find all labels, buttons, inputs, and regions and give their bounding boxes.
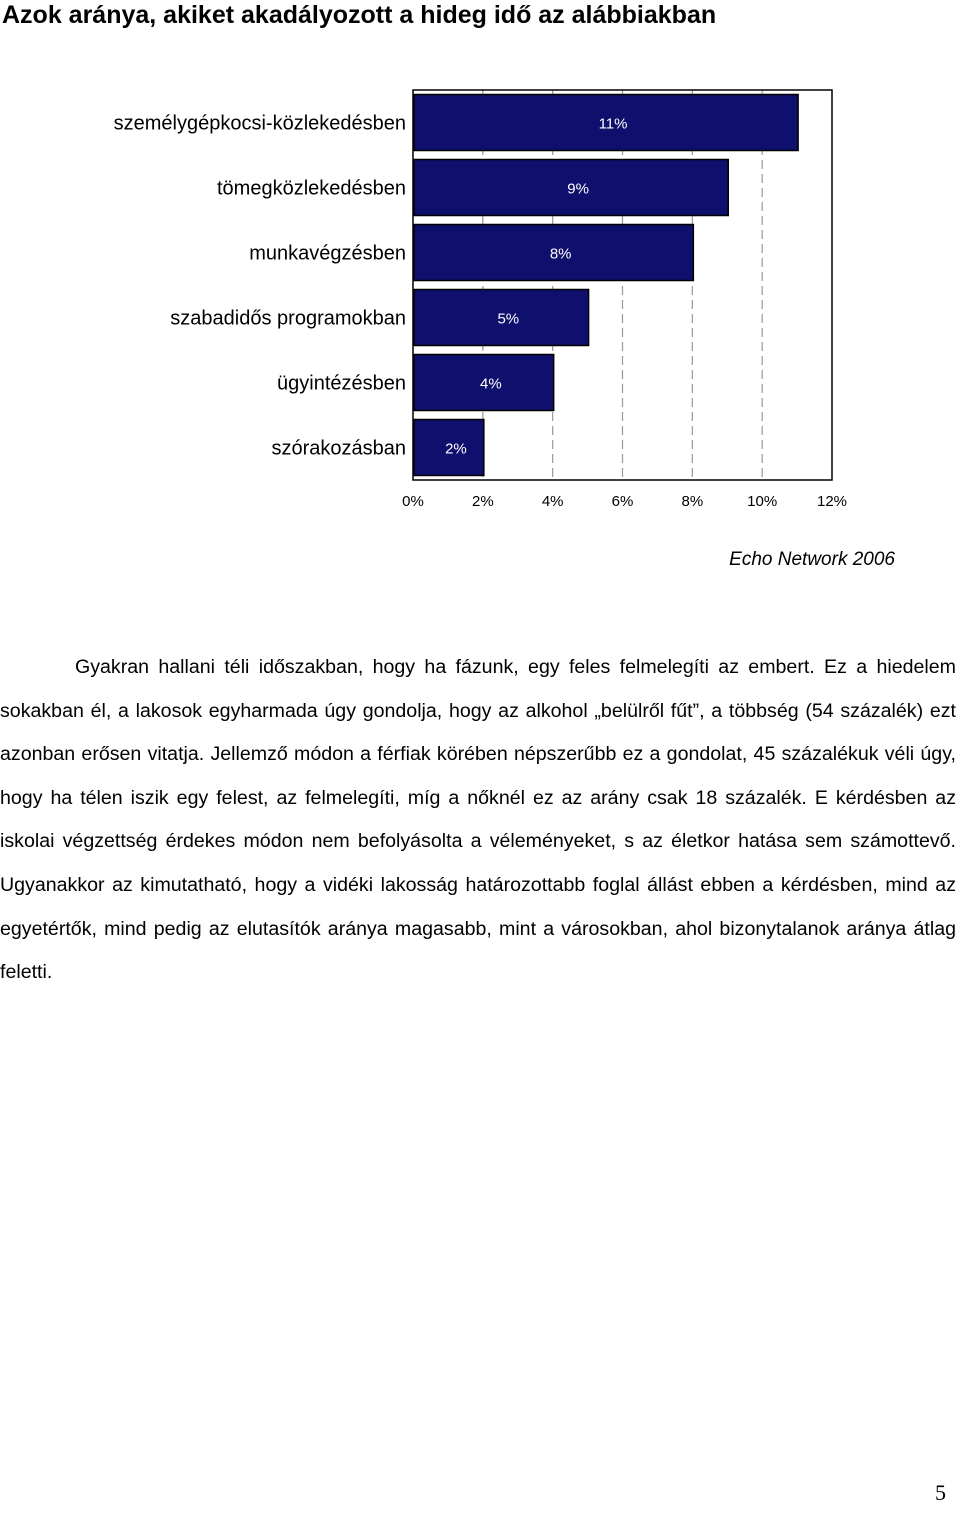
chart-title: Azok aránya, akiket akadályozott a hideg idő az alábbiakban: [2, 1, 717, 29]
x-tick-label: 0%: [402, 493, 424, 510]
x-tick-label: 2%: [471, 493, 494, 510]
category-label: tömegközlekedésben: [216, 177, 406, 200]
category-label: szabadidős programokban: [170, 307, 406, 330]
category-label: munkavégzésben: [249, 242, 406, 265]
data-label: 11%: [598, 115, 628, 133]
data-label: 2%: [445, 440, 467, 458]
category-label: személygépkocsi-közlekedésben: [113, 112, 406, 135]
x-tick-label: 8%: [681, 493, 704, 510]
chart-source: Echo Network 2006: [729, 549, 895, 570]
body-paragraph: Gyakran hallani téli időszakban, hogy ha fázunk, egy feles felmelegíti az embert. Ez a hiedelem sokakban él, a lakosok egyharmada úgy gondolja, hogy az alkohol „belülről fűt”, a többség (54 százalék) ezt azonban erősen vitatja. Jellemző módon a férfiak körében népszerűbb ez a gondolat, 45 százalékuk véli úgy, hogy ha télen iszik egy felest, az felmelegíti, míg a nőknél ez az arány csak 18 százalék. E kérdésben az iskolai végzettség érdekes módon nem befolyásolta a véleményeket, s az életkor hatása sem számottevő. Ugyanakkor az kimutatható, hogy a vidéki lakosság határozottabb foglal állást ebben a kérdésben, mind az egyetértők, mind pedig az elutasítók aránya magasabb, mint a városokban, ahol bizonytalanok aránya átlag feletti.: [0, 656, 956, 984]
data-label: 9%: [567, 180, 589, 198]
page-number: 5: [935, 1480, 946, 1505]
category-label: ügyintézésben: [277, 372, 406, 395]
data-label: 5%: [497, 310, 520, 328]
bar-chart: [0, 80, 960, 550]
x-tick-label: 12%: [816, 493, 848, 510]
x-tick-label: 10%: [747, 493, 778, 510]
x-tick-label: 4%: [541, 493, 564, 510]
data-label: 4%: [479, 375, 502, 393]
x-tick-label: 6%: [611, 493, 634, 510]
category-label: szórakozásban: [271, 437, 406, 460]
data-label: 8%: [549, 245, 572, 263]
